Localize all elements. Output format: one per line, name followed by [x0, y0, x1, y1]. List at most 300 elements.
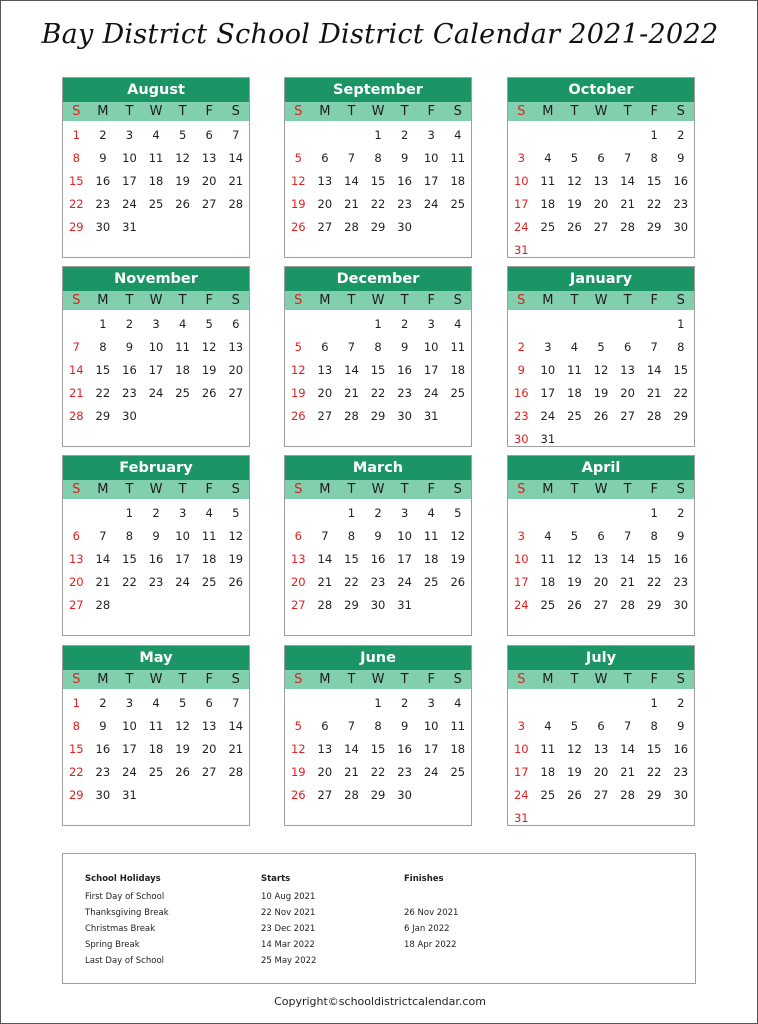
day-cell: 25 [567, 409, 582, 423]
day-cell: 25 [540, 788, 556, 802]
empty-day-cell [338, 124, 365, 147]
day-cell: 5 [205, 317, 213, 331]
holiday-start: 10 Aug 2021 [261, 892, 316, 902]
day-cell: 7 [347, 340, 356, 354]
day-cell: 4 [178, 317, 187, 331]
day-cell: 26 [175, 765, 190, 779]
week-row [508, 382, 694, 405]
day-cell: 12 [228, 529, 244, 543]
day-cell: 25 [450, 386, 466, 400]
day-cell: 23 [673, 765, 689, 779]
day-cell: 17 [397, 552, 412, 566]
weekday-label: M [97, 293, 109, 308]
day-cell: 1 [650, 128, 658, 142]
finishes-header: Finishes [404, 874, 444, 884]
day-cell: 14 [646, 363, 662, 377]
weekday-label: F [205, 482, 213, 497]
week-row [508, 124, 694, 147]
holiday-name: First Day of School [85, 892, 165, 902]
day-cell: 13 [620, 363, 635, 377]
weekday-label: S [231, 104, 240, 119]
weekday-label: F [427, 482, 435, 497]
week-row [63, 594, 249, 617]
month-name: October [508, 78, 694, 102]
empty-day-cell [535, 124, 562, 147]
day-cell: 19 [290, 386, 306, 400]
day-cell: 2 [400, 696, 409, 710]
month-calendar [284, 266, 472, 447]
weekday-label: M [97, 104, 109, 119]
holiday-name: Christmas Break [85, 924, 156, 934]
day-cell: 11 [540, 742, 556, 756]
empty-day-cell [222, 405, 249, 428]
day-cell: 1 [99, 317, 107, 331]
day-cell: 11 [540, 552, 556, 566]
day-cell: 4 [427, 506, 435, 520]
week-row [285, 216, 471, 239]
empty-day-cell [535, 313, 562, 336]
holiday-start: 22 Nov 2021 [261, 908, 316, 918]
empty-day-cell [667, 428, 694, 451]
day-cell: 26 [201, 386, 217, 400]
day-cell: 11 [450, 719, 466, 733]
holiday-finish: 18 Apr 2022 [404, 940, 457, 950]
day-cell: 10 [540, 363, 556, 377]
week-row [508, 239, 694, 262]
day-cell: 26 [567, 598, 582, 612]
day-cell: 23 [513, 409, 529, 423]
day-cell: 15 [68, 174, 84, 188]
day-cell: 3 [152, 317, 160, 331]
week-row [63, 761, 249, 784]
day-cell: 3 [517, 151, 525, 165]
day-cell: 5 [294, 340, 302, 354]
day-cell: 20 [593, 575, 609, 589]
empty-day-cell [285, 313, 312, 336]
empty-day-cell [169, 784, 196, 807]
empty-day-cell [535, 807, 562, 830]
day-cell: 1 [650, 506, 658, 520]
day-cell: 23 [370, 575, 386, 589]
week-row [63, 313, 249, 336]
day-cell: 20 [290, 575, 306, 589]
day-cell: 21 [228, 742, 244, 756]
day-cell: 5 [294, 719, 302, 733]
week-row [508, 525, 694, 548]
empty-day-cell [508, 313, 535, 336]
day-cell: 27 [201, 765, 217, 779]
day-cell: 24 [423, 197, 439, 211]
day-grid [63, 121, 249, 239]
day-cell: 28 [228, 765, 244, 779]
day-grid [508, 310, 694, 451]
day-cell: 1 [374, 317, 382, 331]
month-name: March [285, 456, 471, 480]
weekday-label: T [570, 104, 579, 119]
day-cell: 8 [72, 719, 80, 733]
empty-day-cell [444, 216, 471, 239]
day-cell: 26 [175, 197, 190, 211]
day-cell: 23 [148, 575, 164, 589]
day-cell: 2 [400, 317, 409, 331]
week-row [508, 502, 694, 525]
day-cell: 13 [593, 174, 609, 188]
month-name: May [63, 646, 249, 670]
day-cell: 13 [290, 552, 306, 566]
empty-day-cell [444, 784, 471, 807]
month-calendar [62, 77, 250, 258]
day-cell: 10 [513, 174, 529, 188]
day-cell: 11 [450, 151, 466, 165]
empty-day-cell [63, 502, 90, 525]
day-cell: 27 [620, 409, 635, 423]
day-cell: 30 [122, 409, 137, 423]
empty-day-cell [222, 784, 249, 807]
day-cell: 7 [321, 529, 329, 543]
day-cell: 6 [321, 340, 329, 354]
day-cell: 9 [374, 529, 382, 543]
weekday-label: S [676, 104, 685, 119]
weekday-label: S [453, 293, 462, 308]
day-cell: 11 [423, 529, 439, 543]
day-cell: 10 [423, 340, 439, 354]
empty-day-cell [222, 594, 249, 617]
empty-day-cell [588, 428, 615, 451]
day-cell: 4 [454, 128, 462, 142]
empty-day-cell [588, 692, 615, 715]
day-cell: 30 [95, 788, 111, 802]
week-row [285, 715, 471, 738]
day-cell: 4 [454, 317, 462, 331]
empty-day-cell [285, 502, 312, 525]
day-grid [508, 121, 694, 262]
day-cell: 22 [68, 197, 84, 211]
day-cell: 18 [175, 363, 190, 377]
day-cell: 13 [317, 363, 333, 377]
day-cell: 15 [122, 552, 137, 566]
week-row [508, 594, 694, 617]
empty-day-cell [561, 313, 588, 336]
week-row [508, 548, 694, 571]
weekday-label: T [400, 293, 409, 308]
weekday-label: W [594, 104, 608, 119]
weekday-label: M [319, 293, 331, 308]
day-cell: 27 [593, 598, 609, 612]
day-cell: 17 [540, 386, 556, 400]
week-row [508, 405, 694, 428]
day-cell: 20 [317, 197, 333, 211]
page-title: Bay District School District Calendar 2021-2022 [41, 19, 719, 50]
week-row [285, 738, 471, 761]
day-cell: 6 [597, 719, 605, 733]
day-cell: 10 [513, 742, 529, 756]
day-cell: 7 [232, 128, 240, 142]
day-cell: 16 [122, 363, 137, 377]
weekday-label: F [650, 672, 658, 687]
weekday-label: M [542, 672, 554, 687]
empty-day-cell [169, 405, 196, 428]
day-cell: 18 [450, 742, 466, 756]
day-cell: 26 [228, 575, 244, 589]
day-cell: 28 [620, 598, 635, 612]
day-cell: 19 [567, 197, 582, 211]
day-cell: 31 [122, 788, 137, 802]
empty-day-cell [63, 313, 90, 336]
week-row [285, 502, 471, 525]
day-cell: 26 [567, 788, 582, 802]
day-cell: 30 [673, 220, 689, 234]
day-cell: 19 [567, 765, 582, 779]
day-cell: 1 [347, 506, 356, 520]
week-row [63, 738, 249, 761]
day-cell: 24 [423, 386, 439, 400]
day-cell: 22 [370, 197, 386, 211]
month-name: January [508, 267, 694, 291]
day-cell: 16 [673, 552, 689, 566]
day-cell: 4 [152, 696, 160, 710]
week-row [285, 313, 471, 336]
empty-day-cell [508, 692, 535, 715]
day-cell: 21 [620, 197, 635, 211]
empty-day-cell [588, 502, 615, 525]
day-cell: 21 [620, 765, 635, 779]
weekday-label: M [319, 672, 331, 687]
empty-day-cell [285, 124, 312, 147]
day-cell: 25 [148, 765, 164, 779]
week-row [508, 738, 694, 761]
day-cell: 14 [620, 174, 635, 188]
day-cell: 9 [400, 719, 409, 733]
weekday-label: W [371, 482, 385, 497]
day-cell: 1 [125, 506, 134, 520]
weekday-header [285, 291, 471, 310]
empty-day-cell [285, 692, 312, 715]
day-cell: 27 [317, 220, 333, 234]
week-row [63, 170, 249, 193]
day-cell: 28 [620, 788, 635, 802]
week-row [285, 594, 471, 617]
empty-day-cell [444, 594, 471, 617]
day-cell: 5 [570, 151, 579, 165]
day-cell: 28 [228, 197, 244, 211]
day-cell: 2 [125, 317, 134, 331]
day-cell: 26 [593, 409, 609, 423]
day-cell: 28 [68, 409, 84, 423]
day-cell: 24 [423, 765, 439, 779]
day-cell: 20 [593, 197, 609, 211]
empty-day-cell [561, 239, 588, 262]
weekday-label: S [453, 672, 462, 687]
day-cell: 13 [593, 552, 609, 566]
month-calendar [284, 77, 472, 258]
day-cell: 18 [450, 363, 466, 377]
empty-day-cell [667, 807, 694, 830]
day-cell: 2 [517, 340, 525, 354]
day-cell: 18 [540, 575, 556, 589]
weekday-label: T [400, 482, 409, 497]
empty-day-cell [143, 405, 170, 428]
day-cell: 23 [95, 197, 111, 211]
weekday-header [508, 291, 694, 310]
week-row [285, 784, 471, 807]
weekday-label: W [371, 672, 385, 687]
empty-day-cell [535, 502, 562, 525]
week-row [285, 548, 471, 571]
day-cell: 7 [347, 719, 356, 733]
empty-day-cell [169, 216, 196, 239]
day-cell: 30 [397, 220, 412, 234]
empty-day-cell [614, 124, 641, 147]
month-calendar [507, 266, 695, 447]
day-cell: 8 [650, 719, 658, 733]
week-row [285, 692, 471, 715]
day-cell: 16 [148, 552, 164, 566]
day-cell: 5 [294, 151, 302, 165]
day-cell: 22 [646, 197, 662, 211]
day-cell: 9 [677, 151, 685, 165]
day-grid [285, 121, 471, 239]
week-row [285, 382, 471, 405]
day-cell: 22 [370, 386, 386, 400]
day-cell: 29 [646, 220, 662, 234]
week-row [63, 382, 249, 405]
day-cell: 17 [513, 765, 529, 779]
day-cell: 21 [95, 575, 111, 589]
day-cell: 28 [95, 598, 111, 612]
day-cell: 16 [95, 174, 111, 188]
day-cell: 10 [148, 340, 164, 354]
day-cell: 24 [397, 575, 412, 589]
day-cell: 5 [178, 128, 187, 142]
day-cell: 24 [513, 788, 529, 802]
holiday-name: Last Day of School [85, 956, 165, 966]
day-cell: 21 [344, 197, 359, 211]
day-cell: 26 [290, 409, 306, 423]
month-name: November [63, 267, 249, 291]
day-cell: 23 [397, 197, 412, 211]
weekday-label: T [623, 293, 632, 308]
day-cell: 15 [370, 363, 386, 377]
empty-day-cell [312, 502, 339, 525]
day-cell: 1 [677, 317, 685, 331]
day-cell: 1 [72, 128, 80, 142]
day-cell: 15 [646, 552, 662, 566]
day-cell: 18 [540, 197, 556, 211]
week-row [508, 428, 694, 451]
day-cell: 17 [423, 742, 439, 756]
empty-day-cell [196, 784, 223, 807]
weekday-label: F [427, 104, 435, 119]
empty-day-cell [338, 313, 365, 336]
empty-day-cell [588, 239, 615, 262]
copyright-footer: Copyright©schooldistrictcalendar.com [274, 995, 486, 1008]
empty-day-cell [588, 313, 615, 336]
empty-day-cell [641, 313, 668, 336]
day-cell: 14 [620, 742, 635, 756]
day-cell: 3 [427, 317, 435, 331]
day-cell: 21 [344, 386, 359, 400]
weekday-label: T [125, 293, 134, 308]
day-cell: 4 [544, 529, 552, 543]
weekday-header [63, 291, 249, 310]
week-row [285, 525, 471, 548]
day-cell: 6 [597, 151, 605, 165]
day-cell: 31 [122, 220, 137, 234]
empty-day-cell [312, 692, 339, 715]
holiday-name: Thanksgiving Break [85, 908, 169, 918]
empty-day-cell [667, 239, 694, 262]
day-cell: 15 [370, 174, 386, 188]
weekday-label: S [517, 672, 526, 687]
day-cell: 11 [148, 151, 164, 165]
week-row [63, 147, 249, 170]
day-cell: 6 [205, 128, 213, 142]
day-cell: 18 [567, 386, 582, 400]
weekday-header [285, 480, 471, 499]
empty-day-cell [561, 807, 588, 830]
empty-day-cell [222, 216, 249, 239]
day-cell: 29 [370, 220, 386, 234]
day-cell: 2 [400, 128, 409, 142]
weekday-label: F [427, 672, 435, 687]
day-cell: 17 [423, 363, 439, 377]
week-row [63, 525, 249, 548]
day-cell: 8 [99, 340, 107, 354]
day-cell: 19 [593, 386, 609, 400]
empty-day-cell [614, 313, 641, 336]
day-cell: 1 [374, 696, 382, 710]
week-row [63, 216, 249, 239]
empty-day-cell [535, 239, 562, 262]
week-row [285, 193, 471, 216]
week-row [285, 124, 471, 147]
day-cell: 29 [68, 220, 84, 234]
week-row [508, 359, 694, 382]
weekday-label: W [594, 672, 608, 687]
week-row [63, 336, 249, 359]
weekday-label: S [294, 293, 303, 308]
day-cell: 12 [175, 151, 190, 165]
week-row [285, 761, 471, 784]
weekday-label: S [517, 293, 526, 308]
day-cell: 18 [148, 174, 164, 188]
day-cell: 20 [201, 174, 217, 188]
day-cell: 12 [567, 742, 582, 756]
day-cell: 13 [317, 174, 333, 188]
day-cell: 31 [397, 598, 412, 612]
day-cell: 4 [454, 696, 462, 710]
day-cell: 27 [593, 788, 609, 802]
day-cell: 3 [400, 506, 409, 520]
week-row [508, 147, 694, 170]
day-cell: 16 [673, 742, 689, 756]
day-cell: 1 [374, 128, 382, 142]
weekday-header [508, 102, 694, 121]
day-cell: 3 [517, 719, 525, 733]
weekday-label: W [149, 482, 163, 497]
weekday-label: T [400, 104, 409, 119]
day-cell: 18 [148, 742, 164, 756]
day-cell: 7 [623, 529, 632, 543]
day-cell: 21 [646, 386, 662, 400]
week-row [63, 124, 249, 147]
weekday-label: S [231, 482, 240, 497]
day-cell: 8 [374, 719, 382, 733]
weekday-label: T [178, 672, 187, 687]
week-row [508, 715, 694, 738]
day-cell: 19 [290, 197, 306, 211]
day-cell: 13 [593, 742, 609, 756]
